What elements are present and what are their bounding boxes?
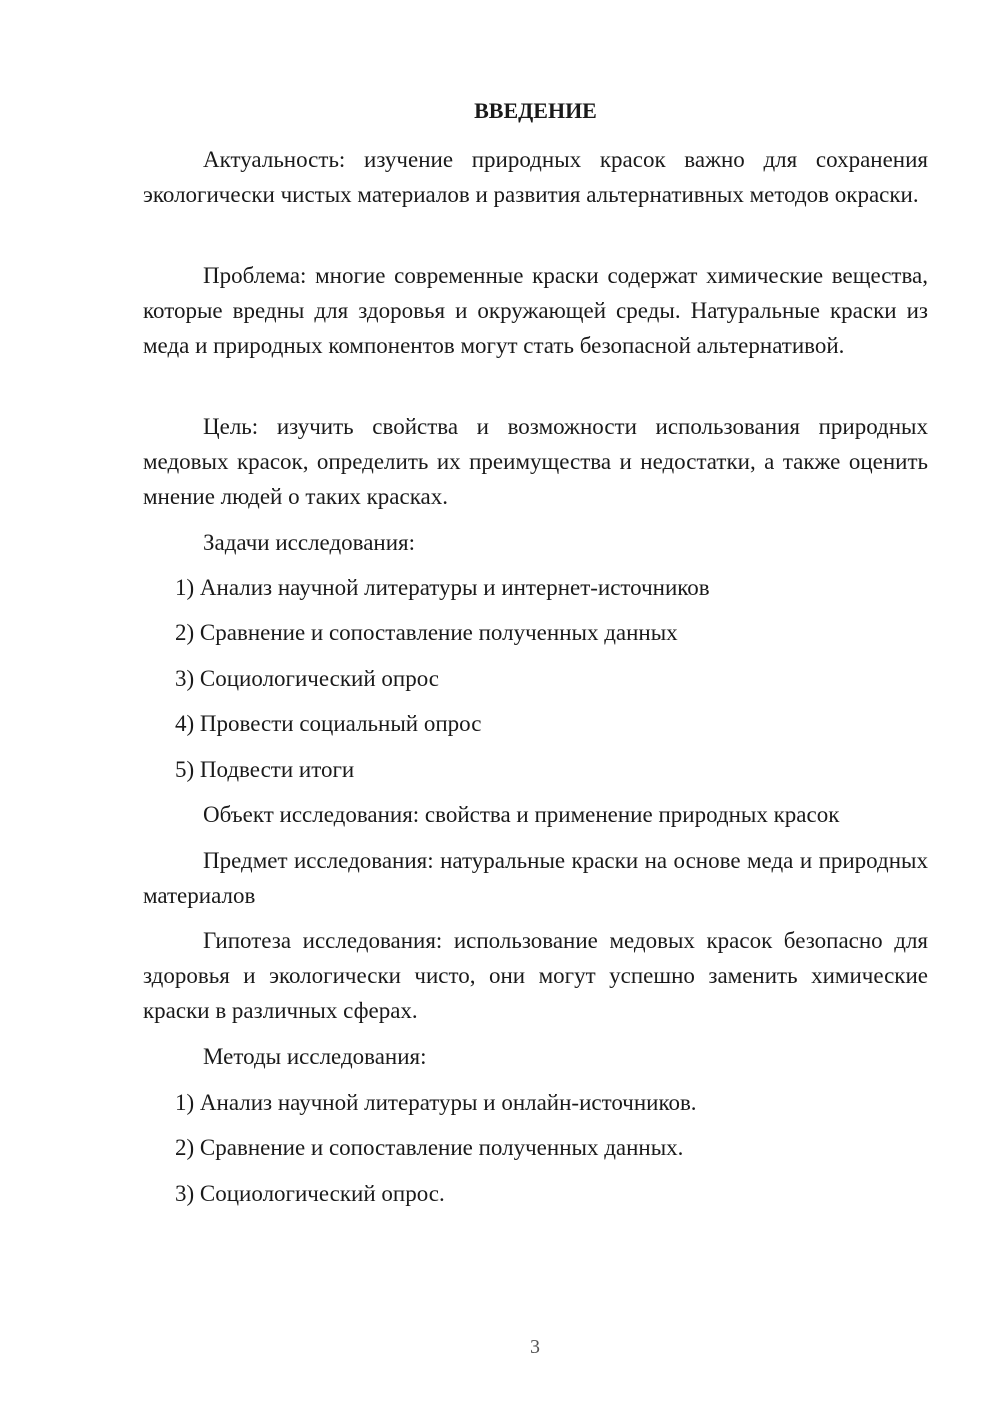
object-paragraph: Объект исследования: свойства и применение природных красок	[203, 802, 840, 827]
section-heading: ВВЕДЕНИЕ	[474, 98, 597, 123]
list-item: 2) Сравнение и сопоставление полученных данных.	[175, 1135, 684, 1160]
list-item: 2) Сравнение и сопоставление полученных данных	[175, 620, 678, 645]
goal-paragraph: Цель: изучить свойства и возможности использования природных медовых красок, определить их преимущества и недостатки, а также оценить мнение людей о таких красках.	[143, 414, 928, 509]
tasks-label: Задачи исследования:	[203, 530, 416, 555]
list-item: 4) Провести социальный опрос	[175, 711, 482, 736]
list-item: 5) Подвести итоги	[175, 757, 355, 782]
list-item: 1) Анализ научной литературы и интернет-источников	[175, 575, 710, 600]
relevance-paragraph: Актуальность: изучение природных красок важно для сохранения экологически чистых материалов и развития альтернативных методов окраски.	[143, 147, 928, 207]
methods-label: Методы исследования:	[203, 1044, 427, 1069]
list-item: 3) Социологический опрос	[175, 666, 439, 691]
hypothesis-paragraph: Гипотеза исследования: использование медовых красок безопасно для здоровья и экологически чисто, они могут успешно заменить химические краски в различных сферах.	[143, 928, 928, 1023]
page-number: 3	[530, 1336, 540, 1358]
subject-paragraph: Предмет исследования: натуральные краски на основе меда и природных материалов	[143, 848, 928, 908]
list-item: 3) Социологический опрос.	[175, 1181, 445, 1206]
problem-paragraph: Проблема: многие современные краски содержат химические вещества, которые вредны для здоровья и окружающей среды. Натуральные краски из меда и природных компонентов могут стать безопасной альтернативой.	[143, 263, 928, 358]
list-item: 1) Анализ научной литературы и онлайн-источников.	[175, 1090, 697, 1115]
